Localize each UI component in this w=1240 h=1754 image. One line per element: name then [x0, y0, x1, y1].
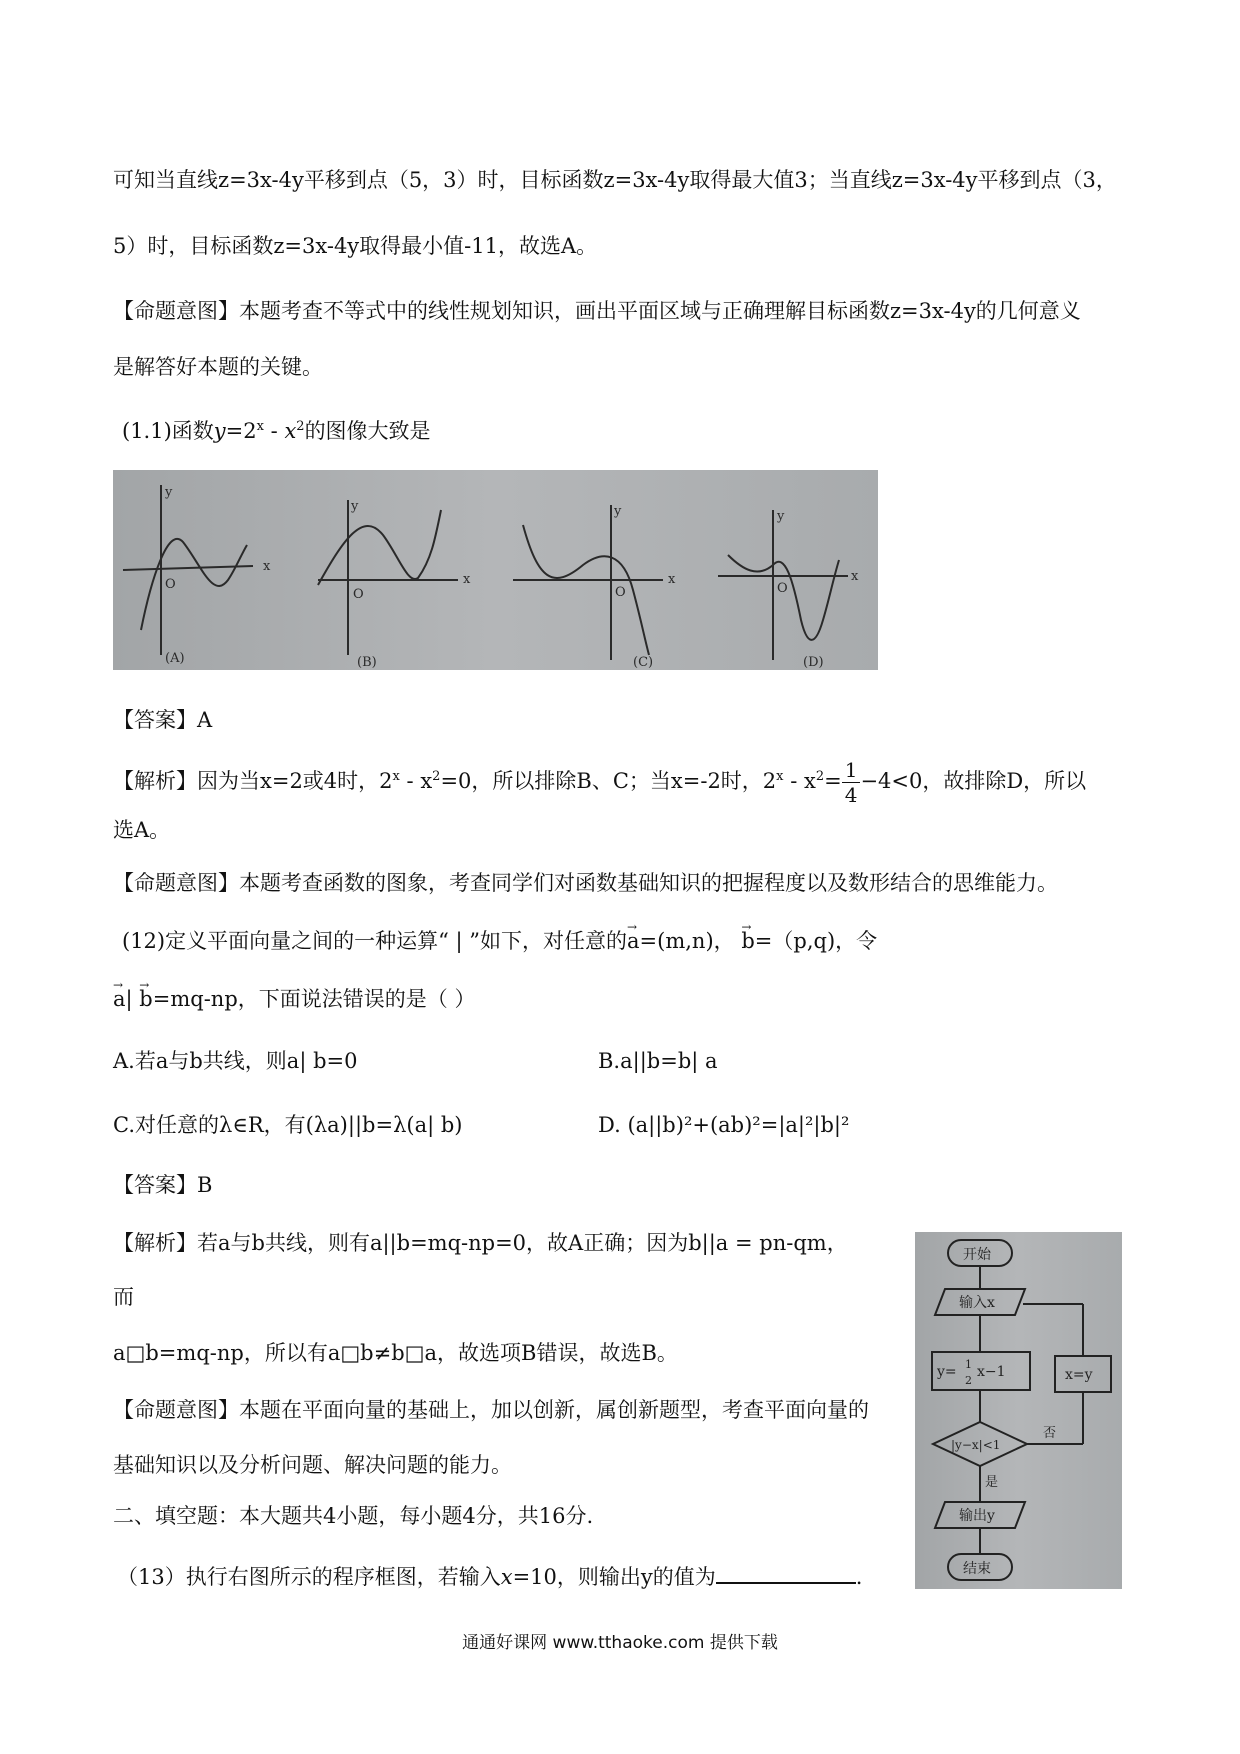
intent-11: 【命题意图】本题考查函数的图象，考查同学们对函数基础知识的把握程度以及数形结合的思维能力。	[113, 871, 1058, 895]
answer-12: 【答案】B	[113, 1173, 213, 1197]
origin-label: O	[165, 577, 176, 592]
axis-label-y: y	[777, 509, 785, 524]
solution-11-line: 选A。	[113, 818, 171, 842]
flowchart-svg	[915, 1232, 1122, 1589]
flow-condition-label: |y−x|<1	[951, 1438, 1001, 1452]
page-footer: 通通好课网 www.tthaoke.com 提供下载	[462, 1633, 778, 1653]
origin-label: O	[777, 581, 788, 596]
intent-12-line: 【命题意图】本题在平面向量的基础上，加以创新，属创新题型，考查平面向量的	[113, 1398, 869, 1422]
flow-no-label: 否	[1043, 1426, 1057, 1441]
fraction-one-quarter: $\frac{1}{4}$	[842, 758, 861, 807]
solution-12-line: 而	[113, 1285, 134, 1309]
origin-label: O	[615, 585, 626, 600]
flow-input-label: 输入x	[959, 1295, 995, 1311]
solution-12-line: 【解析】若a与b共线，则有a||b=mq-np=0，故A正确；因为b||a = pn-qm，	[113, 1231, 848, 1255]
question-12: (12)定义平面向量之间的一种运算“ | ”如下，对任意的→ a=(m,n)， → b=（p,q)，令	[122, 926, 877, 956]
axis-label-x: x	[851, 569, 859, 584]
axis-label-x: x	[668, 572, 676, 587]
flow-start-label: 开始	[963, 1247, 991, 1263]
axis-label-y: y	[351, 499, 359, 514]
solution-text-line: 5）时，目标函数z=3x-4y取得最小值-11，故选A。	[113, 234, 598, 258]
flow-yes-label: 是	[985, 1475, 999, 1490]
flow-assign-tail: x−1	[977, 1364, 1006, 1380]
axis-label-x: x	[263, 559, 271, 574]
graph-label-c: (C)	[633, 655, 654, 670]
graph-label-b: (B)	[357, 655, 377, 670]
solution-12-line: a□b=mq-np，所以有a□b≠b□a，故选项B错误，故选B。	[113, 1341, 678, 1365]
answer-11: 【答案】A	[113, 708, 213, 732]
option-b: B.a||b=b| a	[598, 1049, 718, 1073]
option-c: C.对任意的λ∈R，有(λa)||b=λ(a| b)	[113, 1113, 463, 1137]
graph-label-d: (D)	[803, 655, 824, 670]
flow-assign-label: y=	[937, 1364, 957, 1380]
intent-text-line: 【命题意图】本题考查不等式中的线性规划知识，画出平面区域与正确理解目标函数z=3x-4y的几何意义	[113, 299, 1081, 323]
graph-options-photo	[113, 470, 878, 670]
axis-label-y: y	[165, 485, 173, 500]
solution-text-line: 可知当直线z=3x-4y平移到点（5，3）时，目标函数z=3x-4y取得最大值3；当直线z=3x-4y平移到点（3，	[113, 168, 1117, 192]
option-a: A.若a与b共线，则a| b=0	[113, 1049, 358, 1073]
flow-half-den: 2	[965, 1374, 972, 1387]
option-d: D. (a||b)²+(ab)²=|a|²|b|²	[598, 1113, 850, 1137]
question-12-line2: → a| → b=mq-np，下面说法错误的是（ ）	[113, 984, 475, 1014]
question-11: (1.1)函数$y=2^x - x^2$的图像大致是	[122, 419, 431, 443]
flowchart-photo	[915, 1232, 1122, 1589]
graph-options-svg	[113, 470, 878, 670]
solution-11-line: 【解析】因为当x=2或4时，$2^x - x^2=0$，所以排除B、C；当x=-2时，$2^x - x^2=$ $\frac{1}{4}$ −4<0，故排除D，所以	[113, 758, 1087, 807]
origin-label: O	[353, 587, 364, 602]
question-13: （13）执行右图所示的程序框图，若输入x=10，则输出y的值为 .	[117, 1562, 862, 1592]
flow-end-label: 结束	[963, 1561, 991, 1577]
graph-label-a: (A)	[165, 651, 185, 666]
flow-output-label: 输出y	[959, 1508, 995, 1524]
axis-label-x: x	[463, 572, 471, 587]
flow-half-num: 1	[965, 1358, 972, 1371]
axis-label-y: y	[614, 504, 622, 519]
intent-text-line: 是解答好本题的关键。	[113, 355, 323, 379]
flow-update-label: x=y	[1065, 1367, 1093, 1383]
intent-12-line: 基础知识以及分析问题、解决问题的能力。	[113, 1453, 512, 1477]
answer-blank	[716, 1562, 856, 1584]
section-heading-fill-blank: 二、填空题：本大题共4小题，每小题4分，共16分.	[113, 1504, 594, 1528]
